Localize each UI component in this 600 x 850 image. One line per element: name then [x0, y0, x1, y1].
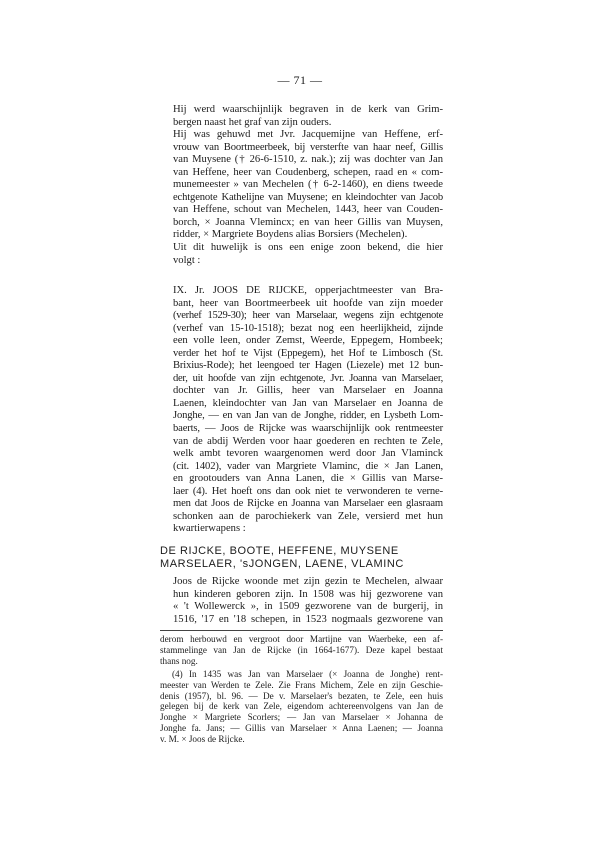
text-line: Jonghe, — en van Jan van de Jonghe, ridder, en Lysbeth Lom-: [173, 410, 443, 422]
text-line: dochter van Jr. Gillis, heer van Marselaer en Joanna: [173, 385, 443, 397]
footnote-4: [160, 669, 443, 745]
paragraph-only-son: [160, 242, 443, 267]
text-line: bergen naast het graf van zijn ouders.: [173, 116, 332, 128]
footnote-line: meester van Werden te Zele. Zie Frans Michem, Zele en zijn Geschie-: [160, 679, 443, 690]
text-line: welk ambt tevoren waargenomen werd door Jan Vlaminck: [173, 448, 443, 460]
text-line: van Muysene († 26-6-1510, z. nak.); zij was dochter van Jan: [173, 154, 443, 166]
footnote-line: Jonghe × Margriete Scorlers; — Jan van Marselaer × Johanna de: [160, 712, 443, 723]
text-line: vrouw van Boortmeerbeek, bij versterfte van haar neef, Gillis: [173, 141, 443, 153]
text-line: baerts, — Joos de Rijcke was waarschijnlijk ook rentmeester: [173, 423, 443, 435]
footnote-line: denis (1957), bl. 96. — De v. Marselaer's bezaten, te Zele, een huis: [160, 690, 443, 701]
paragraph-residence: [160, 576, 443, 626]
text-line: borch, × Joanna Vlemincx; en van heer Gillis van Muysen,: [173, 216, 443, 228]
text-line: Hij was gehuwd met Jvr. Jacquemijne van Heffene, erf-: [173, 129, 443, 140]
footnote-line: thans nog.: [160, 655, 198, 666]
text-line: verder het hof te Vijst (Eppegem), het Hof te Limbosch (St.: [173, 347, 443, 359]
text-line: 1516, '17 en '18 schepen, in 1523 nogmaals gezworene van: [173, 613, 443, 625]
text-line: (verhef 1529-30); heer van Marselaar, wegens zijn echtgenote: [173, 310, 443, 322]
text-line: van Heffene, schout van Mechelen, 1443, heer van Couden-: [173, 204, 443, 216]
footnote-line: (4) In 1435 was Jan van Marselaer (× Joanna de Jonghe) rent-: [172, 668, 443, 679]
text-line: echtgenote Kathelijne van Muysene; en kleindochter van Jacob: [173, 191, 443, 203]
text-line: Brixius-Rode); het leengoed ter Hagen (Liezele) met 12 bun-: [173, 360, 443, 372]
text-line: Uit dit huwelijk is ons een enige zoon bekend, die hier: [173, 242, 443, 253]
text-line: ridder, × Margriete Boydens alias Borsiers (Mechelen).: [173, 229, 408, 241]
text-line: een volle leen, onder Zemst, Weerde, Eppegem, Hombeek;: [173, 335, 443, 347]
text-line: (verhef van 15-10-1518); bezat nog een heerlijkheid, zijnde: [173, 322, 443, 334]
text-line: IX. Jr. JOOS DE RIJCKE, opperjachtmeester van Bra-: [173, 285, 443, 296]
footnote-line: derom herbouwd en vergroot door Martijne van Waerbeke, een af-: [160, 634, 443, 644]
text-line: Laenen, kleindochter van Jan van Marselaer en Joanna de: [173, 397, 443, 409]
text-line: van de abdij Werden voor haar goederen en rechten te Zele,: [173, 435, 443, 447]
arms-line-2: MARSELAER, 'sJONGEN, LAENE, VLAMINC: [160, 557, 404, 570]
paragraph-burial: [160, 104, 443, 129]
paragraph-joos-de-rijcke: [160, 285, 443, 536]
armorial-quarters: [160, 545, 443, 570]
footnote-continued: [160, 634, 443, 667]
text-line: schonken aan de parochiekerk van Zele, versierd met hun: [173, 510, 443, 522]
text-line: munemeester » van Mechelen († 6-2-1460), en diens tweede: [173, 179, 443, 191]
text-line: « 't Wollewerck », in 1509 gezworene van de burgerij, in: [173, 601, 443, 613]
text-line: der, uit hoofde van zijn echtgenote, Jvr. Joanna van Marselaer,: [173, 372, 443, 384]
footnote-line: Jonghe fa. Jans; — Gillis van Marselaer × Anna Laenen; — Joanna: [160, 723, 443, 734]
footnote-line: v. M. × Joos de Rijcke.: [160, 734, 245, 745]
paragraph-marriage: [160, 129, 443, 242]
text-line: kwartierwapens :: [173, 523, 246, 535]
text-line: van Heffene, heer van Coudenberg, schepen, raad en « com-: [173, 166, 443, 178]
footnotes: [160, 634, 443, 745]
page-number: — 71 —: [277, 73, 323, 87]
text-line: Hij werd waarschijnlijk begraven in de kerk van Grim-: [173, 104, 443, 115]
footnote-line: stammelinge van Jan de Rijcke (in 1664-1677). Deze kapel bestaat: [160, 644, 443, 655]
text-line: bant, heer van Boortmeerbeek uit hoofde van zijn moeder: [173, 297, 443, 309]
text-line: hun kinderen geboren zijn. In 1508 was hij gezworene van: [173, 588, 443, 600]
footnote-divider: [160, 630, 443, 631]
text-line: laer (4). Het hoeft ons dan ook niet te verwonderen te verne-: [173, 485, 443, 497]
text-line: en grootouders van Anna Lanen, die × Gillis van Marse-: [173, 473, 443, 485]
text-line: (cit. 1402), vader van Margriete Vlaminc, die × Jan Lanen,: [173, 460, 443, 472]
text-line: volgt :: [173, 254, 201, 266]
text-line: men dat Joos de Rijcke en Joanna van Marselaer een glasraam: [173, 498, 443, 510]
footnote-line: gelegen bij de kerk van Zele, eigendom achtereenvolgens van Jan de: [160, 701, 443, 712]
arms-line-1: DE RIJCKE, BOOTE, HEFFENE, MUYSENE: [160, 545, 399, 557]
text-line: Joos de Rijcke woonde met zijn gezin te Mechelen, alwaar: [173, 576, 443, 587]
